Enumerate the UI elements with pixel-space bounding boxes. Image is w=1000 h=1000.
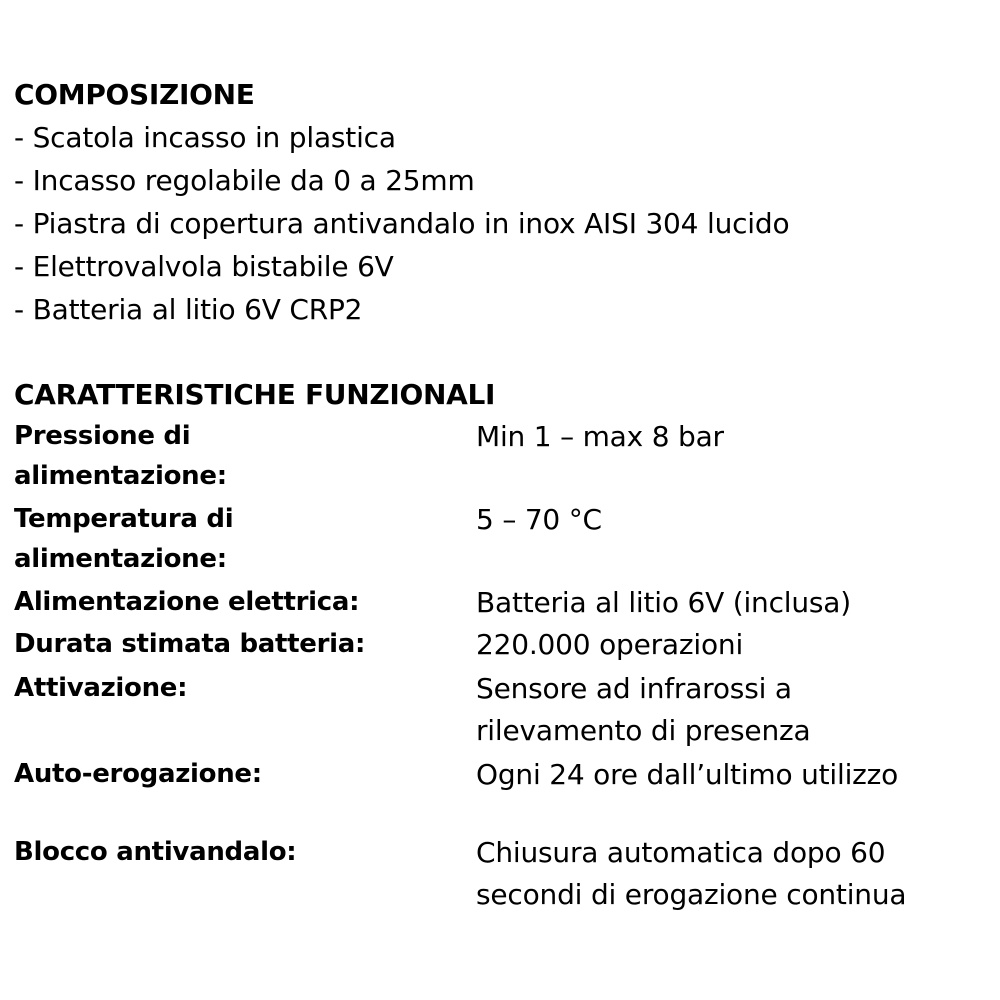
spec-label: Auto-erogazione: <box>14 759 262 789</box>
spec-value: 5 – 70 °C <box>476 503 602 536</box>
spec-value: Ogni 24 ore dall’ultimo utilizzo <box>476 758 899 791</box>
spec-label: Attivazione: <box>14 673 188 703</box>
composizione-heading: COMPOSIZIONE <box>14 78 255 111</box>
spec-value: Min 1 – max 8 bar <box>476 420 724 453</box>
composizione-item: - Elettrovalvola bistabile 6V <box>14 250 394 283</box>
spec-label: Alimentazione elettrica: <box>14 587 360 617</box>
spec-row-temperatura <box>14 499 989 582</box>
spec-row-blocco-antivandalo <box>14 832 989 918</box>
spec-label: Blocco antivandalo: <box>14 837 297 867</box>
spec-row-pressione <box>14 416 989 499</box>
section-spacer <box>14 331 989 373</box>
spec-row-alimentazione-elettrica <box>14 582 989 624</box>
spec-sheet <box>14 73 989 918</box>
spec-row-attivazione <box>14 668 989 754</box>
spec-row-auto-erogazione <box>14 754 989 796</box>
composizione-item: - Batteria al litio 6V CRP2 <box>14 293 363 326</box>
composizione-item: - Incasso regolabile da 0 a 25mm <box>14 164 475 197</box>
composizione-list <box>14 116 989 331</box>
spec-value: Sensore ad infrarossi a rilevamento di presenza <box>476 672 811 747</box>
spec-value: Chiusura automatica dopo 60 secondi di erogazione continua <box>476 836 907 911</box>
spec-value: Batteria al litio 6V (inclusa) <box>476 586 851 619</box>
composizione-item: - Piastra di copertura antivandalo in inox AISI 304 lucido <box>14 207 790 240</box>
spec-label: Temperatura di alimentazione: <box>14 504 234 574</box>
row-spacer <box>14 796 989 832</box>
spec-row-durata-batteria <box>14 624 989 668</box>
composizione-item: - Scatola incasso in plastica <box>14 121 396 154</box>
caratteristiche-table <box>14 416 989 918</box>
spec-label: Durata stimata batteria: <box>14 629 366 659</box>
spec-label: Pressione di alimentazione: <box>14 421 227 491</box>
spec-value: 220.000 operazioni <box>476 628 744 661</box>
caratteristiche-heading: CARATTERISTICHE FUNZIONALI <box>14 378 496 411</box>
